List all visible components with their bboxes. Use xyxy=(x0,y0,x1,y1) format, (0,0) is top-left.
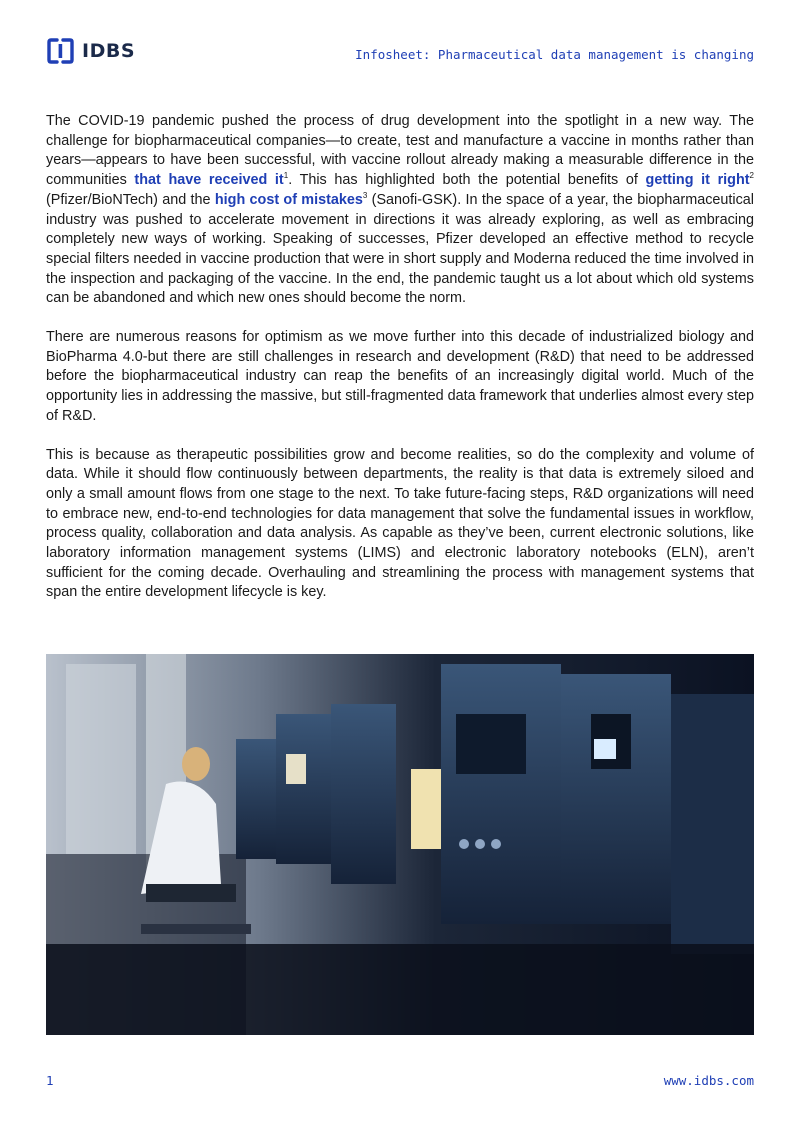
page-header xyxy=(46,36,754,70)
logo-text: IDBS xyxy=(82,40,136,62)
paragraph-1 xyxy=(46,112,754,309)
link-high-cost-of-mistakes[interactable]: high cost of mistakes xyxy=(214,191,363,208)
paragraph-1-text-b: . This has highlighted both the potential benefits of xyxy=(288,172,646,189)
footnote-1: 1 xyxy=(283,171,289,181)
website-link[interactable]: www.idbs.com xyxy=(663,1073,754,1088)
lab-photo-icon xyxy=(46,654,754,1035)
paragraph-3: This is because as therapeutic possibilities grow and become realities, so do the complexity and volume of data. While it should flow continuously between departments, the reality is that data is extremely siloed and only a small amount flows from one stage to the next. To take future-facing steps, R&D organizations will need to embrace new, end-to-end technologies for data management that solve the fundamental issues in workflow, process quality, collaboration and data analysis. As capable as they’ve been, current electronic solutions, like laboratory information management systems (LIMS) and electronic laboratory notebooks (ELN), aren’t sufficient for the coming decade. Overhauling and streamlining the process with management systems that span the entire development lifecycle is key. xyxy=(46,446,754,601)
paragraph-1-text-a: The COVID-19 pandemic pushed the process of drug development into the spotlight in a new way. The challenge for biopharmaceutical companies—to create, test and manufacture a vaccine in months rather than years—appears to have been successful, with vaccine rollout already making a measurable difference in the communities xyxy=(46,113,754,189)
link-that-have-received-it[interactable]: that have received it xyxy=(134,172,284,189)
link-getting-it-right[interactable]: getting it right xyxy=(645,172,750,189)
lab-photo xyxy=(46,654,754,1035)
footnote-2: 2 xyxy=(749,171,754,181)
document-title: Infosheet: Pharmaceutical data management is changing xyxy=(355,47,754,62)
idbs-logo[interactable] xyxy=(46,36,135,66)
idbs-logo-icon xyxy=(46,36,76,66)
paragraph-2: There are numerous reasons for optimism as we move further into this decade of industrialized biology and BioPharma 4.0-but there are still challenges in research and development (R&D) that need to be addressed before the biopharmaceutical industry can reap the benefits of an increasingly digital world. Much of the opportunity lies in addressing the massive, but still-fragmented data framework that underlies almost every step of R&D. xyxy=(46,329,754,424)
footnote-3: 3 xyxy=(362,191,368,201)
paragraph-1-text-c: (Pfizer/BioNTech) and the xyxy=(46,191,215,208)
article-body xyxy=(46,112,754,622)
page-number: 1 xyxy=(46,1073,54,1088)
paragraph-1-text-d: (Sanofi-GSK). In the space of a year, the biopharmaceutical industry was pushed to accelerate movement in directions it was already exploring, as well as embracing completely new ways of working. Speaking of successes, Pfizer developed an effective method to recycle special filters needed in vaccine production that were in short supply and Moderna reduced the time involved in the inspection and packaging of the vaccine. In the end, the pandemic taught us a lot about which old systems can be abandoned and which new ones should become the norm. xyxy=(46,191,754,307)
